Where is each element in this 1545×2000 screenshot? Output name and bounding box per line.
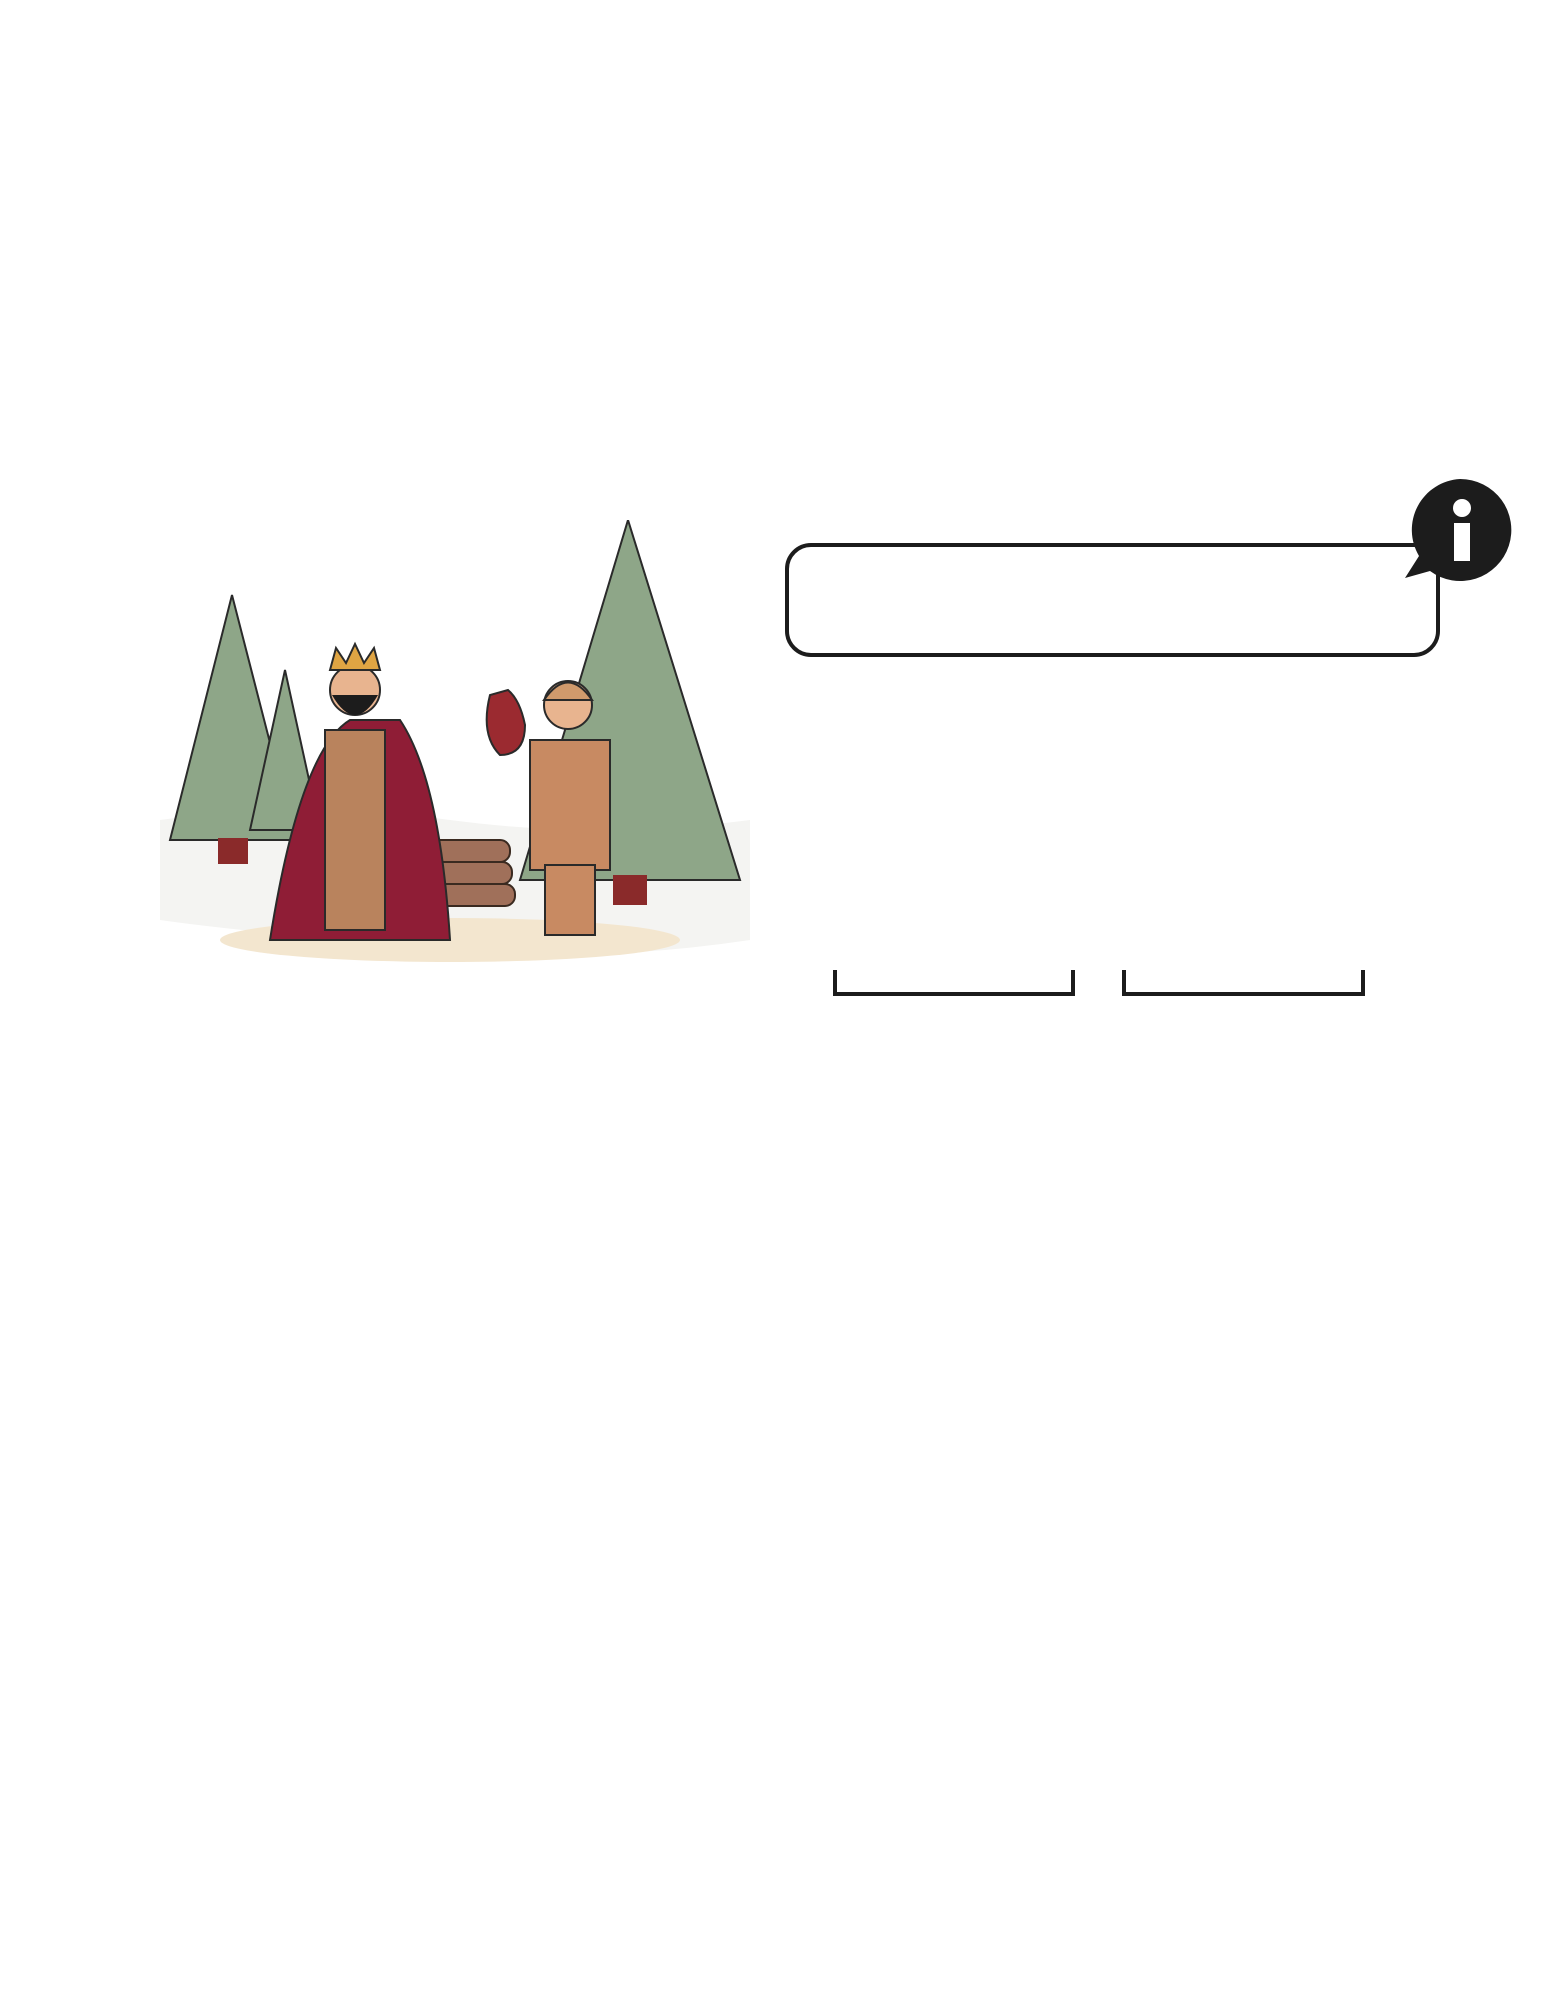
- piano-keyboard: [783, 732, 1458, 957]
- hand-brackets: [833, 970, 1368, 1000]
- right-hand-bracket: [1124, 970, 1363, 994]
- feast-callout: [785, 543, 1440, 657]
- left-hand-bracket: [835, 970, 1073, 994]
- king-and-page-illustration: [150, 520, 760, 980]
- info-icon: [1405, 476, 1515, 586]
- sheet-music: [60, 1160, 1480, 1840]
